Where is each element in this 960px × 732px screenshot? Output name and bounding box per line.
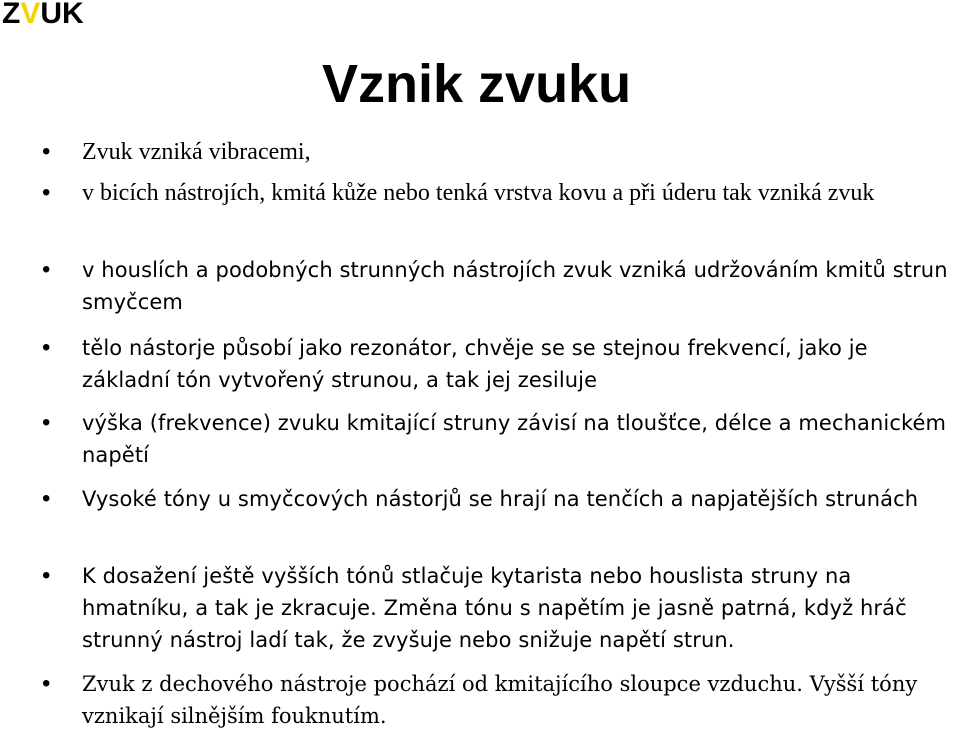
bullet-dot-icon: • [42, 562, 51, 589]
bullet-dot-icon: • [42, 179, 51, 206]
bullet-item [42, 483, 942, 515]
bullet-dot-icon: • [42, 670, 51, 697]
bullet-dot-icon: • [42, 256, 51, 283]
bullet-text: Zvuk z dechového nástroje pochází od kmitajícího sloupce vzduchu. Vyšší tóny vznikají silnějším fouknutím. [82, 672, 918, 728]
bullet-dot-icon: • [42, 334, 51, 361]
bullet-text: tělo nástorje působí jako rezonátor, chvěje se se stejnou frekvencí, jako je základní tón vytvořený strunou, a tak jej zesiluje [82, 336, 868, 392]
bullet-text: výška (frekvence) zvuku kmitající struny závisí na tloušťce, délce a mechanickém napětí [82, 411, 947, 467]
bullet-item [42, 407, 947, 471]
logo-letter-z: Z [2, 0, 21, 30]
bullet-dot-icon: • [42, 138, 51, 165]
bullet-text: Vysoké tóny u smyčcových nástorjů se hrají na tenčích a napjatějších strunách [82, 487, 919, 511]
slide-title: Vznik zvuku [322, 54, 632, 114]
logo [2, 0, 84, 32]
bullet-text: v bicích nástrojích, kmitá kůže nebo tenká vrstva kovu a při úderu tak vzniká zvuk [82, 180, 875, 206]
bullet-item [42, 668, 942, 732]
bullet-text: K dosažení ještě vyšších tónů stlačuje kytarista nebo houslista struny na hmatníku, a tak je zkracuje. Změna tónu s napětím je jasně patrná, když hráč strunný nástroj ladí tak, že zvyšuje nebo snižuje napětí strun. [82, 564, 907, 652]
bullet-dot-icon: • [42, 409, 51, 436]
bullet-text: Zvuk vzniká vibracemi, [82, 139, 311, 165]
bullet-item [42, 254, 948, 318]
bullet-item [42, 332, 942, 396]
bullet-item [42, 560, 942, 656]
bullet-item [42, 177, 942, 209]
bullet-dot-icon: • [42, 485, 51, 512]
bullet-text: v houslích a podobných strunných nástrojích zvuk vzniká udržováním kmitů strun smyčcem [82, 258, 948, 314]
bullet-item [42, 136, 942, 168]
logo-letters-uk: UK [40, 0, 84, 30]
logo-letter-v: V [20, 0, 41, 30]
